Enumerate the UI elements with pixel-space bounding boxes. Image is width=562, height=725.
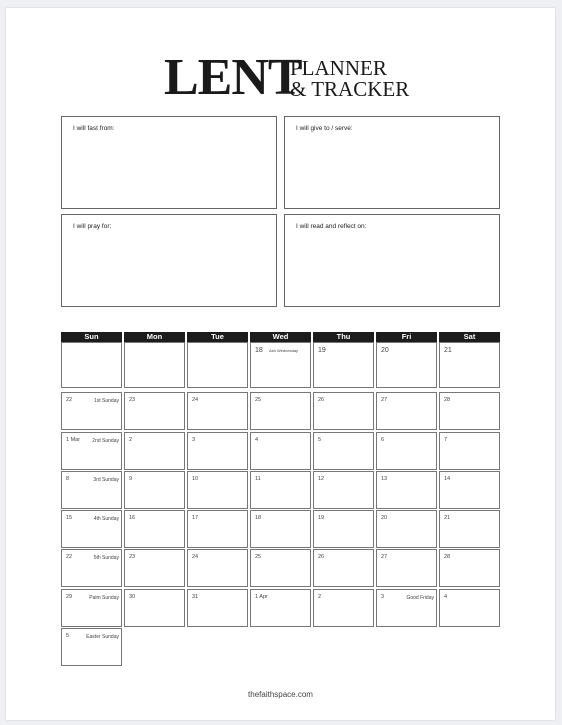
title-main: LENT [164, 49, 302, 106]
day-number: 27 [381, 397, 388, 403]
calendar-day-cell[interactable] [439, 432, 500, 470]
give-serve-label: I will give to / serve: [296, 125, 353, 132]
day-number: 27 [381, 554, 388, 560]
day-number: 12 [318, 476, 325, 482]
calendar-day-cell[interactable] [124, 589, 185, 627]
day-number: 5 [66, 633, 70, 639]
calendar-day-cell[interactable] [187, 342, 248, 388]
day-number: 28 [444, 554, 451, 560]
planner-page [6, 8, 555, 720]
day-event-label: 3rd Sunday [93, 477, 119, 483]
calendar-day-cell[interactable] [439, 549, 500, 587]
calendar-day-cell[interactable] [61, 628, 122, 666]
day-number: 24 [192, 554, 199, 560]
footer-url: thefaithspace.com [248, 690, 313, 699]
day-number: 2 [129, 437, 133, 443]
day-number: 25 [255, 554, 262, 560]
day-number: 28 [444, 397, 451, 403]
day-number: 18 [255, 347, 263, 354]
day-number: 18 [255, 515, 262, 521]
calendar-day-cell[interactable] [313, 342, 374, 388]
day-number: 3 [192, 437, 196, 443]
day-number: 19 [318, 515, 325, 521]
calendar-day-cell[interactable] [313, 510, 374, 548]
day-number: 24 [192, 397, 199, 403]
calendar-day-cell[interactable] [61, 549, 122, 587]
calendar-day-cell[interactable] [61, 392, 122, 430]
calendar-day-cell[interactable] [187, 589, 248, 627]
calendar-day-cell[interactable] [124, 432, 185, 470]
read-reflect-box[interactable] [284, 214, 500, 307]
calendar-day-cell[interactable] [250, 510, 311, 548]
calendar-day-cell[interactable] [376, 471, 437, 509]
pray-for-box[interactable] [61, 214, 277, 307]
day-event-label: 5th Sunday [93, 555, 119, 561]
read-reflect-label: I will read and reflect on: [296, 223, 367, 230]
calendar-day-cell[interactable] [376, 392, 437, 430]
day-number: 5 [318, 437, 322, 443]
day-number: 4 [444, 594, 448, 600]
day-event-label: 2nd Sunday [92, 438, 119, 444]
calendar-day-cell[interactable] [61, 432, 122, 470]
calendar-day-cell[interactable] [250, 549, 311, 587]
day-number: 23 [129, 554, 136, 560]
calendar-day-cell[interactable] [187, 392, 248, 430]
calendar-day-cell[interactable] [124, 471, 185, 509]
calendar-day-cell[interactable] [376, 510, 437, 548]
day-number: 1 Mar [66, 437, 81, 443]
calendar-day-cell[interactable] [250, 342, 311, 388]
calendar-day-cell[interactable] [313, 392, 374, 430]
calendar-day-cell[interactable] [61, 342, 122, 388]
calendar-day-cell[interactable] [124, 342, 185, 388]
weekday-header-tue: Tue [187, 332, 248, 342]
calendar-day-cell[interactable] [439, 342, 500, 388]
calendar-day-cell[interactable] [250, 392, 311, 430]
weekday-header-fri: Fri [376, 332, 437, 342]
calendar-day-cell[interactable] [61, 510, 122, 548]
day-number: 11 [255, 476, 261, 482]
day-event-label: 4th Sunday [93, 516, 119, 522]
give-serve-box[interactable] [284, 116, 500, 209]
fast-from-box[interactable] [61, 116, 277, 209]
day-number: 13 [381, 476, 388, 482]
day-number: 21 [444, 515, 451, 521]
day-number: 20 [381, 515, 388, 521]
weekday-header-thu: Thu [313, 332, 374, 342]
title-line-1: PLANNER [290, 56, 387, 80]
day-number: 9 [129, 476, 133, 482]
calendar-day-cell[interactable] [439, 510, 500, 548]
day-number: 6 [381, 437, 385, 443]
calendar-day-cell[interactable] [313, 549, 374, 587]
title-line-2: & TRACKER [290, 77, 410, 101]
day-number: 15 [66, 515, 73, 521]
calendar-day-cell[interactable] [313, 589, 374, 627]
pray-for-label: I will pray for: [73, 223, 112, 230]
calendar-day-cell[interactable] [376, 549, 437, 587]
weekday-header-mon: Mon [124, 332, 185, 342]
calendar-day-cell[interactable] [61, 471, 122, 509]
calendar-day-cell[interactable] [376, 589, 437, 627]
title-subtitle [290, 58, 409, 100]
day-number: 14 [444, 476, 451, 482]
weekday-header-sat: Sat [439, 332, 500, 342]
day-number: 26 [318, 397, 325, 403]
fast-from-label: I will fast from: [73, 125, 115, 132]
day-number: 7 [444, 437, 448, 443]
day-number: 8 [66, 476, 70, 482]
day-number: 29 [66, 594, 73, 600]
weekday-header-sun: Sun [61, 332, 122, 342]
calendar-day-cell[interactable] [187, 471, 248, 509]
day-number: 26 [318, 554, 325, 560]
calendar-day-cell[interactable] [250, 432, 311, 470]
day-number: 16 [129, 515, 136, 521]
day-number: 3 [381, 594, 385, 600]
day-number: 22 [66, 397, 73, 403]
calendar-day-cell[interactable] [124, 510, 185, 548]
day-number: 1 Apr [255, 594, 268, 600]
day-number: 21 [444, 347, 452, 354]
day-event-label: 1st Sunday [93, 398, 119, 404]
calendar-day-cell[interactable] [187, 549, 248, 587]
day-number: 4 [255, 437, 259, 443]
calendar-day-cell[interactable] [313, 432, 374, 470]
weekday-header-wed: Wed [250, 332, 311, 342]
day-number: 30 [129, 594, 136, 600]
day-number: 20 [381, 347, 389, 354]
calendar-day-cell[interactable] [187, 510, 248, 548]
calendar-day-cell[interactable] [439, 392, 500, 430]
day-event-label: Palm Sunday [89, 595, 119, 601]
day-event-label: Good Friday [406, 595, 434, 601]
calendar-day-cell[interactable] [376, 342, 437, 388]
day-number: 10 [192, 476, 199, 482]
calendar-day-cell[interactable] [376, 432, 437, 470]
calendar-day-cell[interactable] [439, 471, 500, 509]
day-event-label: Ash Wednesday [269, 348, 299, 353]
calendar-day-cell[interactable] [250, 589, 311, 627]
day-number: 2 [318, 594, 322, 600]
calendar-day-cell[interactable] [313, 471, 374, 509]
day-number: 31 [192, 594, 199, 600]
calendar-day-cell[interactable] [187, 432, 248, 470]
day-number: 19 [318, 347, 326, 354]
day-number: 17 [192, 515, 199, 521]
calendar-day-cell[interactable] [124, 392, 185, 430]
day-event-label: Easter Sunday [86, 634, 119, 640]
day-number: 25 [255, 397, 262, 403]
calendar-day-cell[interactable] [124, 549, 185, 587]
calendar-day-cell[interactable] [439, 589, 500, 627]
calendar-day-cell[interactable] [250, 471, 311, 509]
day-number: 23 [129, 397, 136, 403]
calendar-day-cell[interactable] [61, 589, 122, 627]
day-number: 22 [66, 554, 73, 560]
